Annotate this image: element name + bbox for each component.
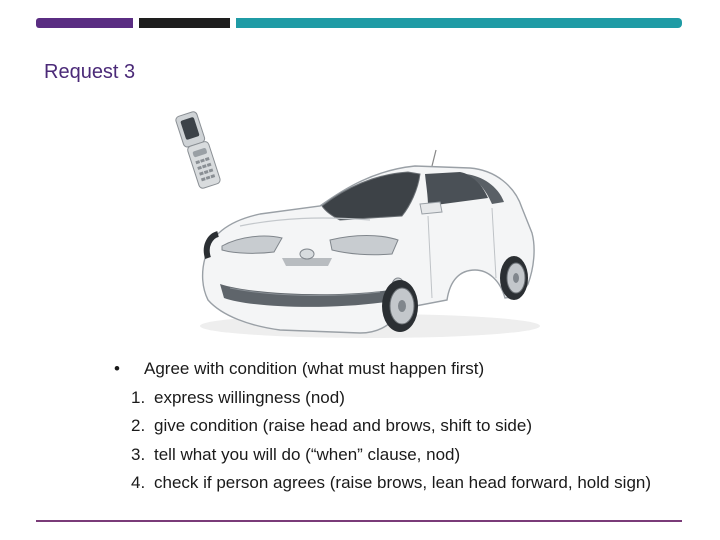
bullet-text: Agree with condition (what must happen first) [144, 359, 485, 378]
step-text: check if person agrees (raise brows, lean head forward, hold sign) [154, 473, 652, 492]
step-item [131, 441, 670, 470]
header-bar-teal [236, 18, 682, 28]
flip-phone-icon [175, 110, 221, 190]
bullet-list [110, 355, 670, 498]
step-list [110, 384, 670, 498]
header-bar-black [139, 18, 230, 28]
step-text: tell what you will do (“when” clause, nod) [154, 444, 461, 464]
bullet-item [110, 355, 670, 384]
step-item [131, 469, 670, 498]
slide-title: Request 3 [44, 61, 136, 83]
step-item [131, 412, 670, 441]
step-number: 4. [131, 473, 146, 492]
hybrid-car-icon [200, 150, 540, 338]
header-bar-purple [36, 18, 133, 28]
step-number: 1. [131, 387, 146, 407]
bullet-dot: • [114, 359, 120, 378]
step-text: give condition (raise head and brows, shift to side) [154, 416, 532, 435]
step-text: express willingness (nod) [154, 387, 345, 407]
illustration [170, 108, 550, 343]
footer-rule [36, 520, 682, 522]
step-number: 2. [131, 416, 146, 435]
step-number: 3. [131, 444, 146, 464]
step-item [131, 384, 670, 413]
